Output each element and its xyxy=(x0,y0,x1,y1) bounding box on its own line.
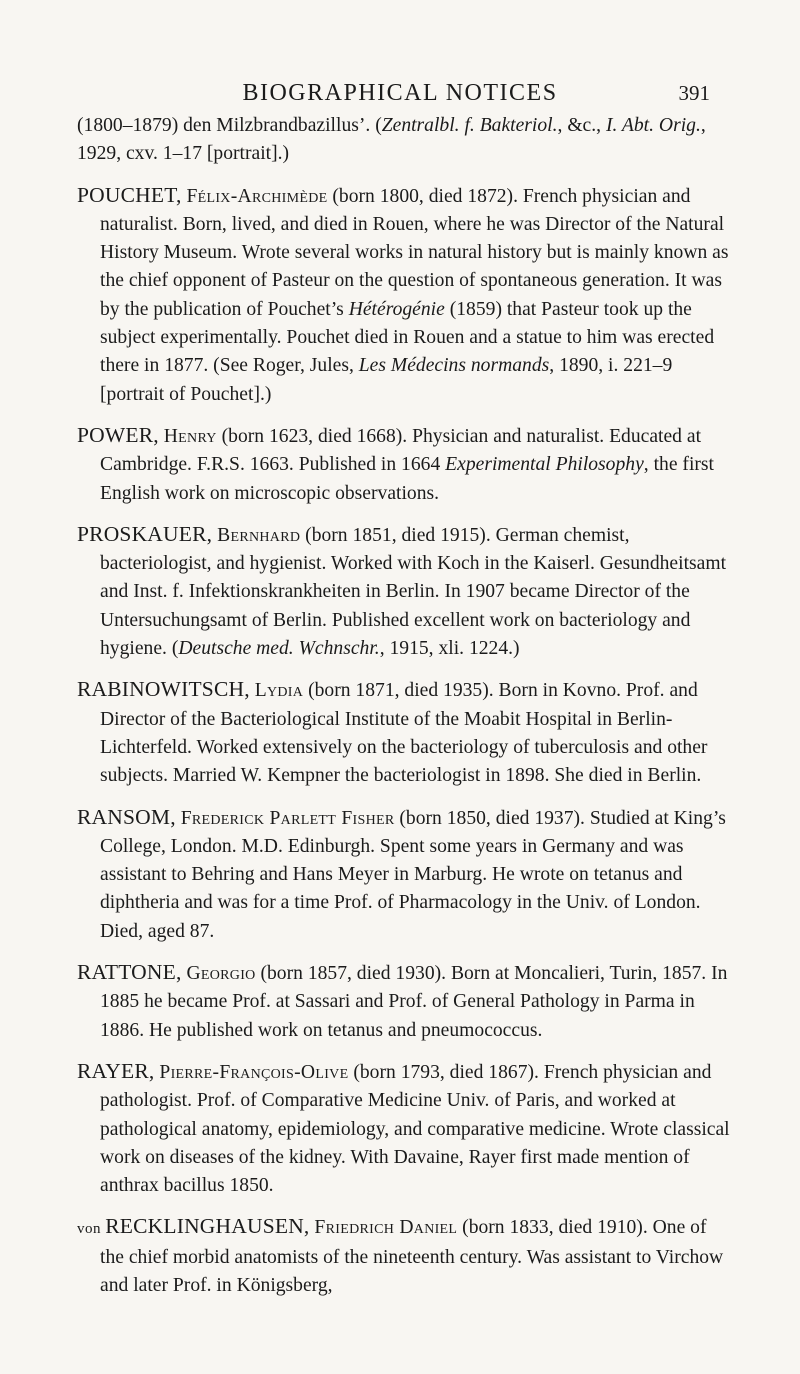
journal-section: I. Abt. Orig. xyxy=(605,115,701,136)
entry-text: (born 1857, died 1930). Born at Moncalieri, Turin, 1857. In 1885 he became Prof. at Sassari and Prof. of General Pathology in Parma in 1886. He published work on tetanus and pneumococcus. xyxy=(100,963,728,1041)
entry-text: (born 1871, died 1935). Born in Kovno. Prof. and Director of the Bacteriological Institute of the Moabit Hospital in Berlin-Lichterfeld. Worked extensively on the bacteriology of tuberculosis and other subjects. Married W. Kempner the bacteriologist in 1898. She died in Berlin. xyxy=(100,680,708,787)
name-prefix: von xyxy=(77,1221,106,1238)
entry-power xyxy=(77,421,732,508)
page-header xyxy=(0,73,800,113)
entry-given-name: Friedrich Daniel xyxy=(314,1217,458,1239)
entry-given-name: Félix-Archimède xyxy=(186,185,328,207)
entry-given-name: Bernhard xyxy=(217,524,301,546)
entry-recklinghausen xyxy=(77,1212,732,1300)
continuation-paragraph xyxy=(77,112,732,169)
running-head: BIOGRAPHICAL NOTICES xyxy=(242,80,558,106)
text-run: (1800–1879) den Milzbrandbazillus’. ( xyxy=(77,115,382,136)
entry-text: , 1915, xli. 1224.) xyxy=(379,638,520,660)
entry-ransom xyxy=(77,803,732,946)
work-title: Hétérogénie xyxy=(348,298,445,320)
entry-text: (1859) that Pasteur took up the subject experimentally. Pouchet died in Rouen and a statue to him was erected there in 1877. (See Roger, Jules, xyxy=(100,298,715,377)
entry-given-name: Pierre-François-Olive xyxy=(159,1061,349,1083)
entry-given-name: Frederick Parlett Fisher xyxy=(180,807,395,829)
entry-given-name: Henry xyxy=(163,425,217,447)
entry-surname: PROSKAUER, xyxy=(77,521,213,546)
entry-text: (born 1833, died 1910). One of the chief morbid anatomists of the nineteenth century. Was assistant to Virchow and later Prof. in Königsberg, xyxy=(100,1217,724,1296)
entry-text: (born 1793, died 1867). French physician and pathologist. Prof. of Comparative Medicine Univ. of Paris, and worked at pathological anatomy, epidemiology, and comparative medicine. Wrote classical work on diseases of the kidney. With Davaine, Rayer first made mention of anthrax bacillus 1850. xyxy=(100,1061,730,1197)
work-title: Experimental Philosophy xyxy=(445,454,644,476)
entry-surname: POWER, xyxy=(77,422,159,447)
entry-surname: RANSOM, xyxy=(77,804,176,829)
entry-text: , the first English work on microscopic observations. xyxy=(100,454,714,504)
entry-text: , 1890, i. 221–9 [portrait of Pouchet].) xyxy=(100,355,673,405)
text-run: , 1929, cxv. 1–17 [portrait].) xyxy=(77,115,706,165)
entry-surname: RAYER, xyxy=(77,1058,155,1083)
entry-surname: RECKLINGHAUSEN, xyxy=(105,1214,310,1239)
entry-rayer xyxy=(77,1057,732,1200)
text-run: , &c., xyxy=(557,115,606,136)
entry-given-name: Georgio xyxy=(186,963,256,985)
entry-surname: RABINOWITSCH, xyxy=(77,677,250,702)
body-text xyxy=(77,112,732,1312)
page-number: 391 xyxy=(678,81,710,105)
entry-text: (born 1800, died 1872). French physician and naturalist. Born, lived, and died in Rouen, where he was Director of the Natural History Museum. Wrote several works in natural history but is mainly known as the chief opponent of Pasteur on the question of spontaneous generation. It was by the publication of Pouchet’s xyxy=(100,185,729,320)
entry-surname: POUCHET, xyxy=(77,182,182,207)
journal-title: Deutsche med. Wchnschr. xyxy=(178,638,380,660)
entry-rabinowitsch xyxy=(77,675,732,790)
entry-pouchet xyxy=(77,181,732,409)
entry-surname: RATTONE, xyxy=(77,960,182,985)
entry-text: (born 1623, died 1668). Physician and naturalist. Educated at Cambridge. F.R.S. 1663. Published in 1664 xyxy=(100,425,702,476)
entry-proskauer xyxy=(77,520,732,663)
entry-text: (born 1851, died 1915). German chemist, bacteriologist, and hygienist. Worked with Koch in the Kaiserl. Gesundheitsamt and Inst. f. Infektionskrankheiten in Berlin. In 1907 became Director of the Untersuchungsamt of Berlin. Published excellent work on bacteriology and hygiene. ( xyxy=(100,524,727,660)
entry-rattone xyxy=(77,958,732,1045)
work-title: Les Médecins normands xyxy=(358,355,550,377)
journal-title: Zentralbl. f. Bakteriol. xyxy=(381,115,558,136)
entry-given-name: Lydia xyxy=(254,680,304,702)
entry-text: (born 1850, died 1937). Studied at King’s College, London. M.D. Edinburgh. Spent some years in Germany and was assistant to Behring and Hans Meyer in Marburg. He wrote on tetanus and diphtheria and was for a time Prof. of Pharmacology in the Univ. of London. Died, aged 87. xyxy=(100,807,726,942)
